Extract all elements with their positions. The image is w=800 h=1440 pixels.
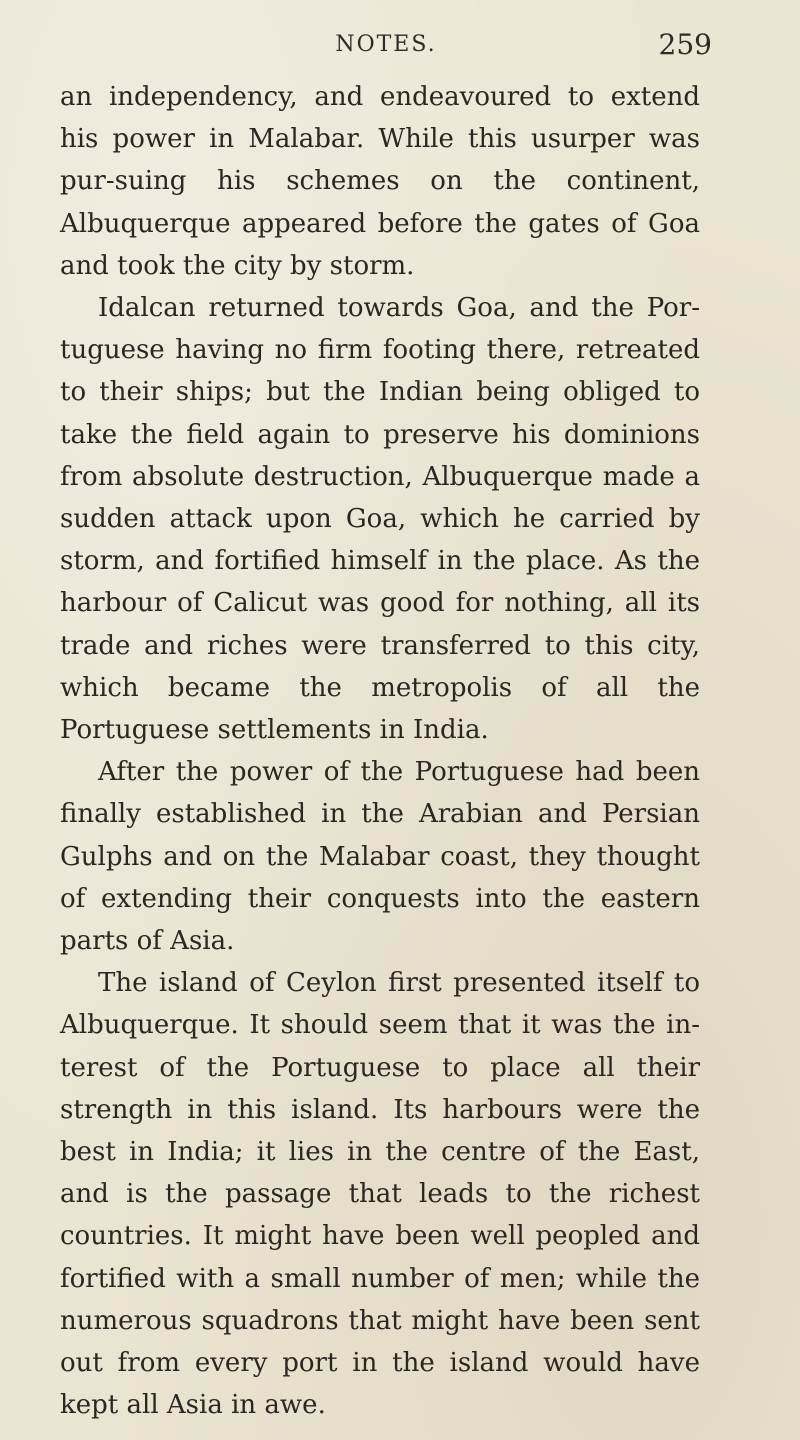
page-number: 259 xyxy=(658,28,712,61)
paragraph-2: Idalcan returned towards Goa, and the Por-tuguese having no firm footing there, retreated to their ships; but the Indian being obliged to take the field again to preserve his dominions from absolute destruction, Albuquerque made a sudden attack upon Goa, which he carried by storm, and fortified himself in the place. As the harbour of Calicut was good for nothing, all its trade and riches were transferred to this city, which became the metropolis of all the Portuguese settlements in India. xyxy=(60,293,700,746)
running-head xyxy=(60,18,712,68)
paragraph-3: After the power of the Portuguese had been finally established in the Arabian and Persian Gulphs and on the Malabar coast, they thought of extending their conquests into the eastern parts of Asia. xyxy=(60,757,700,957)
body-text xyxy=(60,76,700,1427)
running-head-title: NOTES. xyxy=(335,32,437,57)
paragraph-1: an independency, and endeavoured to extend his power in Malabar. While this usurper was pur-suing his schemes on the continent, Albuquerque appeared before the gates of Goa and took the city by storm. xyxy=(60,82,700,281)
paragraph-4: The island of Ceylon first presented itself to Albuquerque. It should seem that it was the in-terest of the Portuguese to place all their strength in this island. Its harbours were the best in India; it lies in the centre of the East, and is the passage that leads to the richest countries. It might have been well peopled and fortified with a small number of men; while the numerous squadrons that might have been sent out from every port in the island would have kept all Asia in awe. xyxy=(60,968,700,1421)
